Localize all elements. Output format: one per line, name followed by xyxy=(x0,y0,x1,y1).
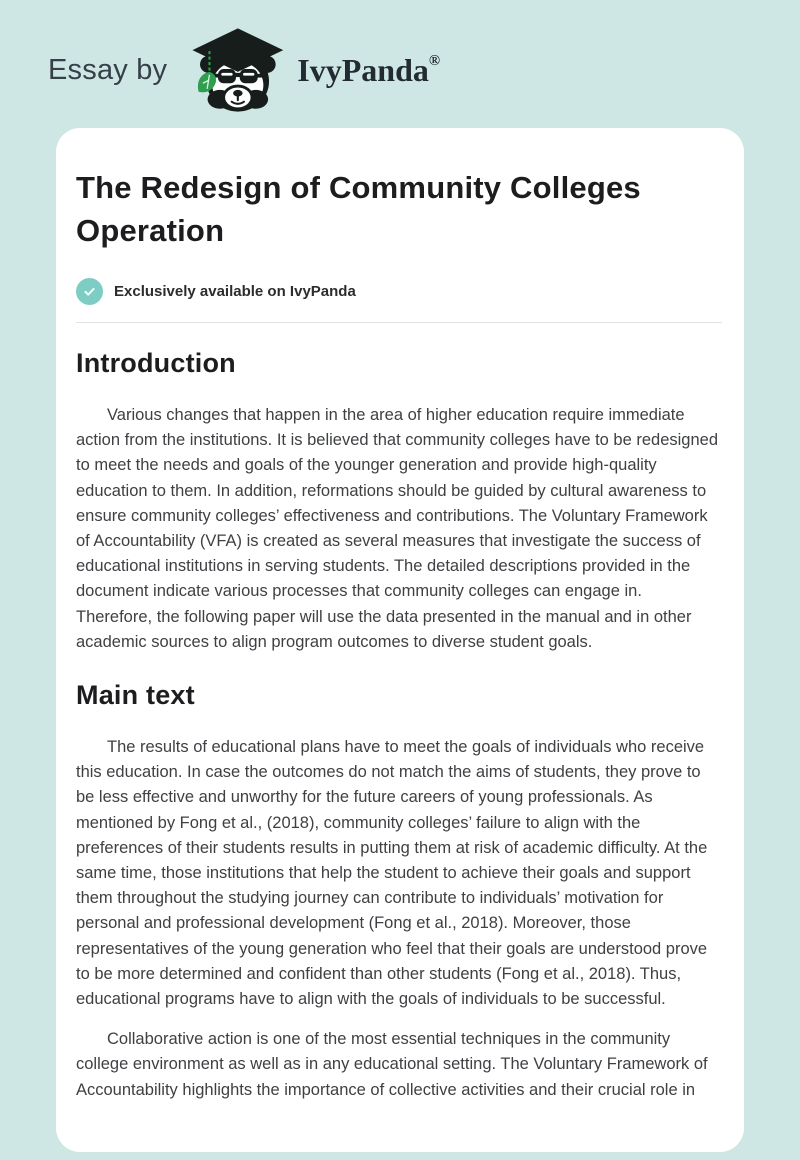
page-title: The Redesign of Community Colleges Operation xyxy=(76,170,641,248)
divider xyxy=(76,322,722,323)
brand-text: IvyPanda xyxy=(297,51,429,88)
intro-paragraph: Various changes that happen in the area of higher education require immediate action from the institutions. It is believed that community colleges have to be redesigned to meet the needs and goals of the younger generation and provide high-quality education to them. In addition, reformations should be guided by cultural awareness to ensure community colleges’ effectiveness and contributions. The Voluntary Framework of Accountability (VFA) is created as several measures that investigate the success of educational institutions in serving students. The detailed descriptions provided in the document indicate various processes that community colleges can engage in. Therefore, the following paper will use the data presented in the manual and in other academic sources to align program outcomes to diverse student goals. xyxy=(76,406,719,651)
availability-badge xyxy=(76,278,722,305)
essay-card xyxy=(56,128,744,1152)
main-text-paragraph-1: The results of educational plans have to meet the goals of individuals who receive this education. In case the outcomes do not match the aims of students, they prove to be less effective and unworthy for the future careers of young professionals. As mentioned by Fong et al., (2018), community colleges’ failure to align with the preferences of their students results in putting them at risk of academic difficulty. At the same time, those institutions that help the student to achieve their goals and support them throughout the studying journey can contribute to individuals’ motivation for personal and professional development (Fong et al., 2018). Moreover, those representatives of the young generation who feel that their goals are understood prove to be more determined and confident than other students (Fong et al., 2018). Thus, educational programs have to align with the goals of individuals to be successful. xyxy=(76,738,708,1009)
letterhead xyxy=(0,0,800,116)
main-text-paragraph-2: Collaborative action is one of the most essential techniques in the community college environment as well as in any educational setting. The Voluntary Framework of Accountability highlights the importance of collective activities and their crucial role in xyxy=(76,1030,708,1099)
availability-label: Exclusively available on IvyPanda xyxy=(114,283,356,300)
ivypanda-panda-logo-icon xyxy=(183,26,287,114)
brand-name xyxy=(297,52,440,89)
check-icon xyxy=(76,278,103,305)
section-heading-main-text: Main text xyxy=(76,680,195,711)
registered-mark: ® xyxy=(428,52,441,69)
essay-by-label: Essay by xyxy=(48,53,168,86)
section-heading-introduction: Introduction xyxy=(76,348,236,378)
